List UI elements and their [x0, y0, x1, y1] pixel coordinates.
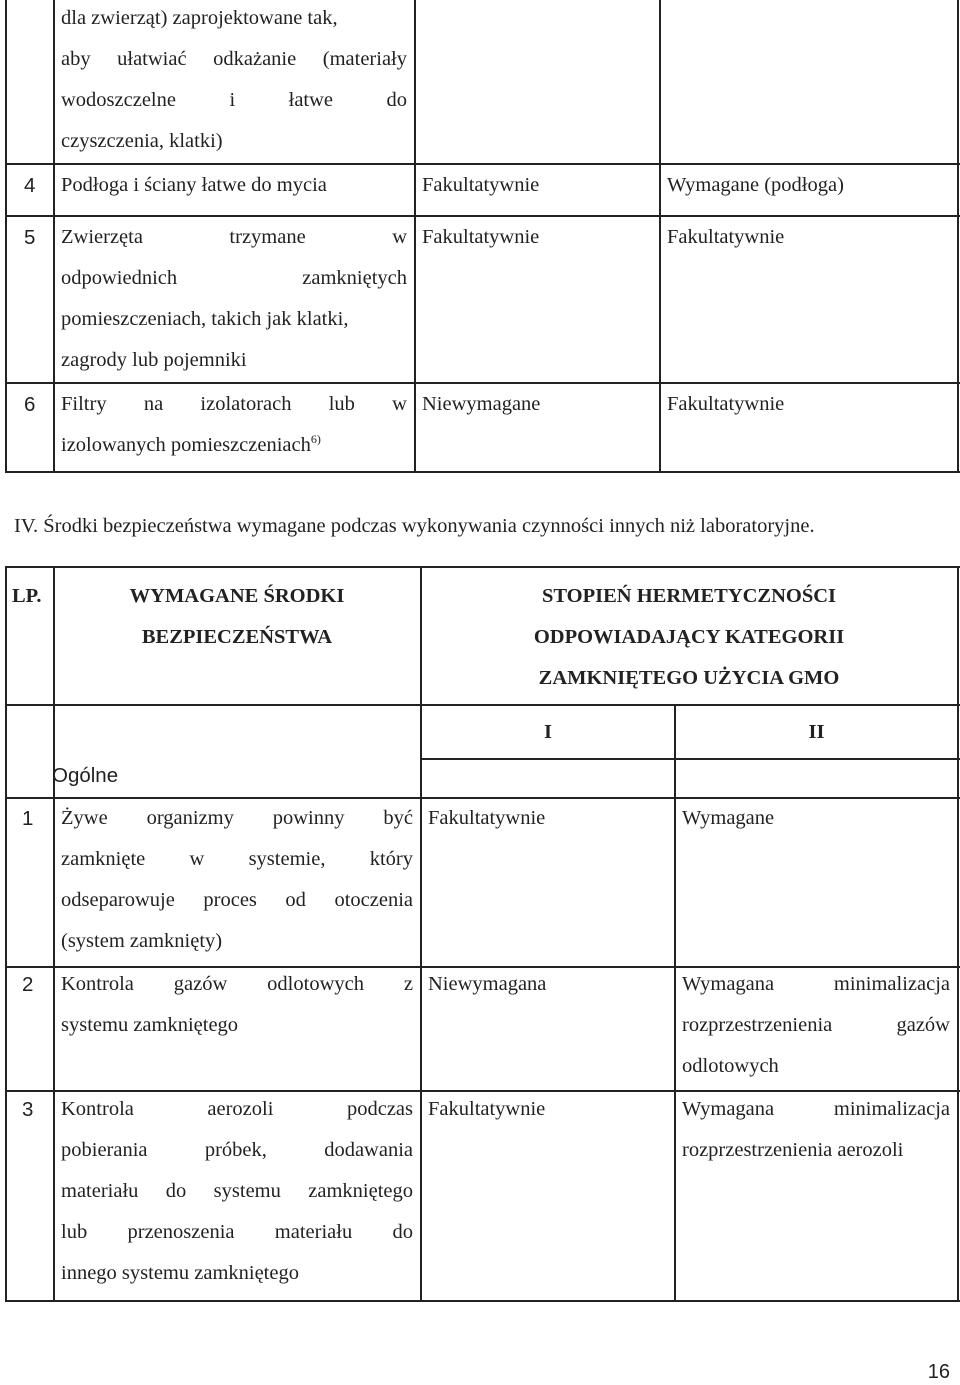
- table-rule: [5, 1300, 960, 1302]
- table-rule: [421, 758, 960, 760]
- category-2-value: Fakultatywnie: [667, 393, 785, 415]
- category-1-value: Fakultatywnie: [422, 226, 540, 248]
- table-rule: [957, 566, 959, 1301]
- cell-text-line: pobierania próbek, dodawania: [61, 1139, 413, 1161]
- cell-text-line: Kontrola gazów odlotowych z: [61, 973, 413, 995]
- cell-text-line: Kontrola aerozoli podczas: [61, 1098, 413, 1120]
- cell-text-line: odlotowych: [682, 1055, 779, 1077]
- section-heading: IV. Środki bezpieczeństwa wymagane podczas wykonywania czynności innych niż laboratoryjne.: [14, 515, 815, 537]
- row-number: 2: [22, 973, 34, 996]
- cell-text-line: rozprzestrzenienia gazów: [682, 1014, 950, 1036]
- table-row: [61, 165, 407, 206]
- footnote-marker: 6): [310, 432, 321, 447]
- header-category-1: I: [544, 721, 552, 743]
- table-rule: [5, 704, 960, 706]
- table-rule: [659, 0, 661, 472]
- category-1-value: Fakultatywnie: [422, 174, 540, 196]
- row-number: 1: [22, 807, 34, 830]
- table-rule: [5, 566, 7, 1301]
- header-category-2: II: [808, 721, 825, 743]
- cell-text-line: (system zamknięty): [61, 930, 223, 952]
- category-2-value: [682, 1089, 950, 1171]
- table-row: [61, 384, 407, 466]
- cell-text-line: systemu zamkniętego: [61, 1014, 239, 1036]
- cell-text-line: Wymagana minimalizacja: [682, 973, 950, 995]
- page-number: 16: [927, 1361, 950, 1383]
- cell-text-line: rozprzestrzenienia aerozoli: [682, 1139, 904, 1161]
- header-line: ZAMKNIĘTEGO UŻYCIA GMO: [538, 667, 840, 689]
- category-1-value: Niewymagana: [428, 973, 547, 995]
- category-2-value: [682, 798, 950, 839]
- cell-text-line: aby ułatwiać odkażanie (materiały: [61, 48, 407, 70]
- table-rule: [5, 0, 7, 472]
- cell-text-line: dla zwierząt) zaprojektowane tak,: [61, 7, 338, 29]
- cell-text-line: zagrody lub pojemniki: [61, 349, 247, 371]
- cell-text-line: innego systemu zamkniętego: [61, 1262, 299, 1284]
- header-line: ODPOWIADAJĄCY KATEGORII: [533, 626, 845, 648]
- cell-text-line: Filtry na izolatorach lub w: [61, 393, 407, 415]
- category-2-value: [682, 964, 950, 1087]
- cell-text-line: odpowiednich zamkniętych: [61, 267, 407, 289]
- category-1-value: Niewymagane: [422, 393, 541, 415]
- cell-text-line: czyszczenia, klatki): [61, 130, 223, 152]
- header-lp: LP.: [12, 585, 42, 607]
- cell-text-line: Zwierzęta trzymane w: [61, 226, 407, 248]
- category-2-value: Fakultatywnie: [667, 226, 785, 248]
- cell-text-line: [61, 425, 407, 466]
- table-rule: [957, 0, 959, 472]
- table-row: [61, 798, 413, 962]
- category-1-value: Fakultatywnie: [428, 1098, 546, 1120]
- cell-text-line: Wymagana minimalizacja: [682, 1098, 950, 1120]
- header-measures: [56, 576, 418, 658]
- table-rule: [53, 566, 55, 1301]
- table-row: [61, 964, 413, 1046]
- table-row: [61, 1089, 413, 1294]
- table-rule: [53, 0, 55, 472]
- category-2-value: Wymagane (podłoga): [667, 174, 844, 196]
- header-line: STOPIEŃ HERMETYCZNOŚCI: [541, 585, 837, 607]
- cell-text-line: odseparowuje proces od otoczenia: [61, 889, 413, 911]
- cell-text-line: wodoszczelne i łatwe do: [61, 89, 407, 111]
- header-line: BEZPIECZEŃSTWA: [141, 626, 333, 648]
- cell-text-line: zamknięte w systemie, który: [61, 848, 413, 870]
- table-row: [61, 217, 407, 381]
- row-number: 3: [22, 1098, 34, 1121]
- row-number: 5: [24, 226, 36, 249]
- header-degree: [422, 576, 956, 699]
- table-rule: [414, 0, 416, 472]
- row-number: 4: [24, 174, 36, 197]
- header-line: WYMAGANE ŚRODKI: [129, 585, 345, 607]
- table-rule: [5, 471, 960, 473]
- cell-text-line: Żywe organizmy powinny być: [61, 807, 413, 829]
- table-row: [61, 0, 407, 162]
- category-1-value: Fakultatywnie: [428, 807, 546, 829]
- cell-text-line: pomieszczeniach, takich jak klatki,: [61, 308, 349, 330]
- cell-text-line: lub przenoszenia materiału do: [61, 1221, 413, 1243]
- cell-text: izolowanych pomieszczeniach: [61, 434, 311, 456]
- table-rule: [5, 566, 960, 568]
- row-number: 6: [24, 393, 36, 416]
- cell-text-line: Wymagane: [682, 807, 775, 829]
- table-rule: [674, 704, 676, 1301]
- group-label: Ogólne: [52, 764, 119, 787]
- cell-text-line: Podłoga i ściany łatwe do mycia: [61, 174, 327, 196]
- cell-text-line: materiału do systemu zamkniętego: [61, 1180, 413, 1202]
